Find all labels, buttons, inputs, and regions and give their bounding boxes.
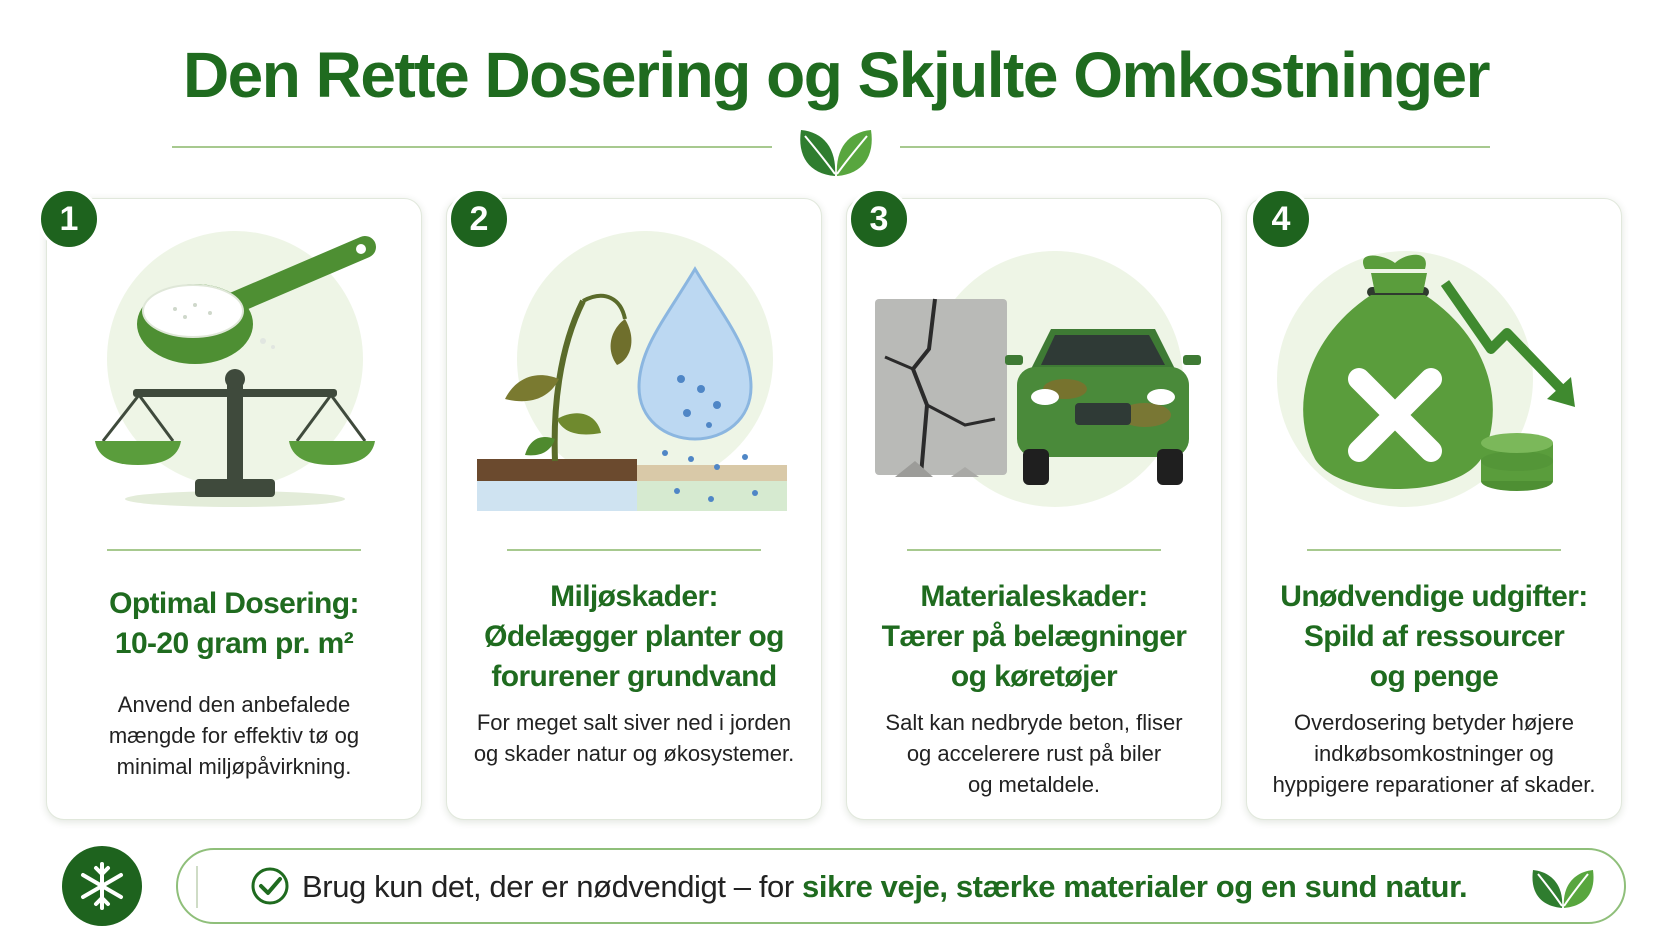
card-unnecessary-costs — [1246, 198, 1622, 820]
step-badge-2: 2 — [448, 188, 510, 250]
card-description: Overdosering betyder højere indkøbsomkostninger og hyppigere reparationer af skader. — [1272, 710, 1596, 797]
card-description: For meget salt siver ned i jorden og skader natur og økosystemer. — [473, 710, 795, 766]
snowflake-icon — [62, 846, 142, 926]
wilting-plant-water-drop-icon — [455, 229, 815, 529]
card-description: Salt kan nedbryde beton, fliser og accelerere rust på biler og metaldele. — [885, 710, 1183, 797]
step-badge-1: 1 — [38, 188, 100, 250]
card-heading: Materialeskader: Tærer på belægninger og køretøjer — [881, 580, 1187, 693]
card-heading: Unødvendige udgifter: Spild af ressourcer og penge — [1280, 580, 1588, 693]
cracked-concrete-rusty-car-icon — [855, 229, 1215, 529]
page-title: Den Rette Dosering og Skjulte Omkostninger — [182, 39, 1490, 111]
card-material-damage — [846, 198, 1222, 820]
check-circle-icon — [250, 866, 290, 906]
salt-spoon-scale-icon — [55, 229, 415, 529]
card-heading: Miljøskader: Ødelægger planter og forurener grundvand — [484, 580, 784, 693]
card-description: Anvend den anbefalede mængde for effektiv tø og minimal miljøpåvirkning. — [108, 692, 360, 779]
title-divider-left — [172, 146, 772, 148]
card-environmental-damage — [446, 198, 822, 820]
card-optimal-dosing — [46, 198, 422, 820]
footer-divider — [196, 866, 198, 908]
title-divider-right — [900, 146, 1490, 148]
leaf-icon — [1528, 862, 1598, 910]
card-divider — [1307, 549, 1561, 551]
card-divider — [907, 549, 1161, 551]
leaf-icon — [795, 122, 877, 180]
snowflake-badge — [62, 846, 142, 926]
step-badge-3: 3 — [848, 188, 910, 250]
step-badge-4: 4 — [1250, 188, 1312, 250]
card-heading: Optimal Dosering: 10-20 gram pr. m² — [109, 587, 359, 660]
card-divider — [507, 549, 761, 551]
footer-message: Brug kun det, der er nødvendigt – for sikre veje, stærke materialer og en sund natur. — [302, 869, 1468, 904]
card-divider — [107, 549, 361, 551]
money-bag-declining-arrow-icon — [1255, 229, 1615, 529]
